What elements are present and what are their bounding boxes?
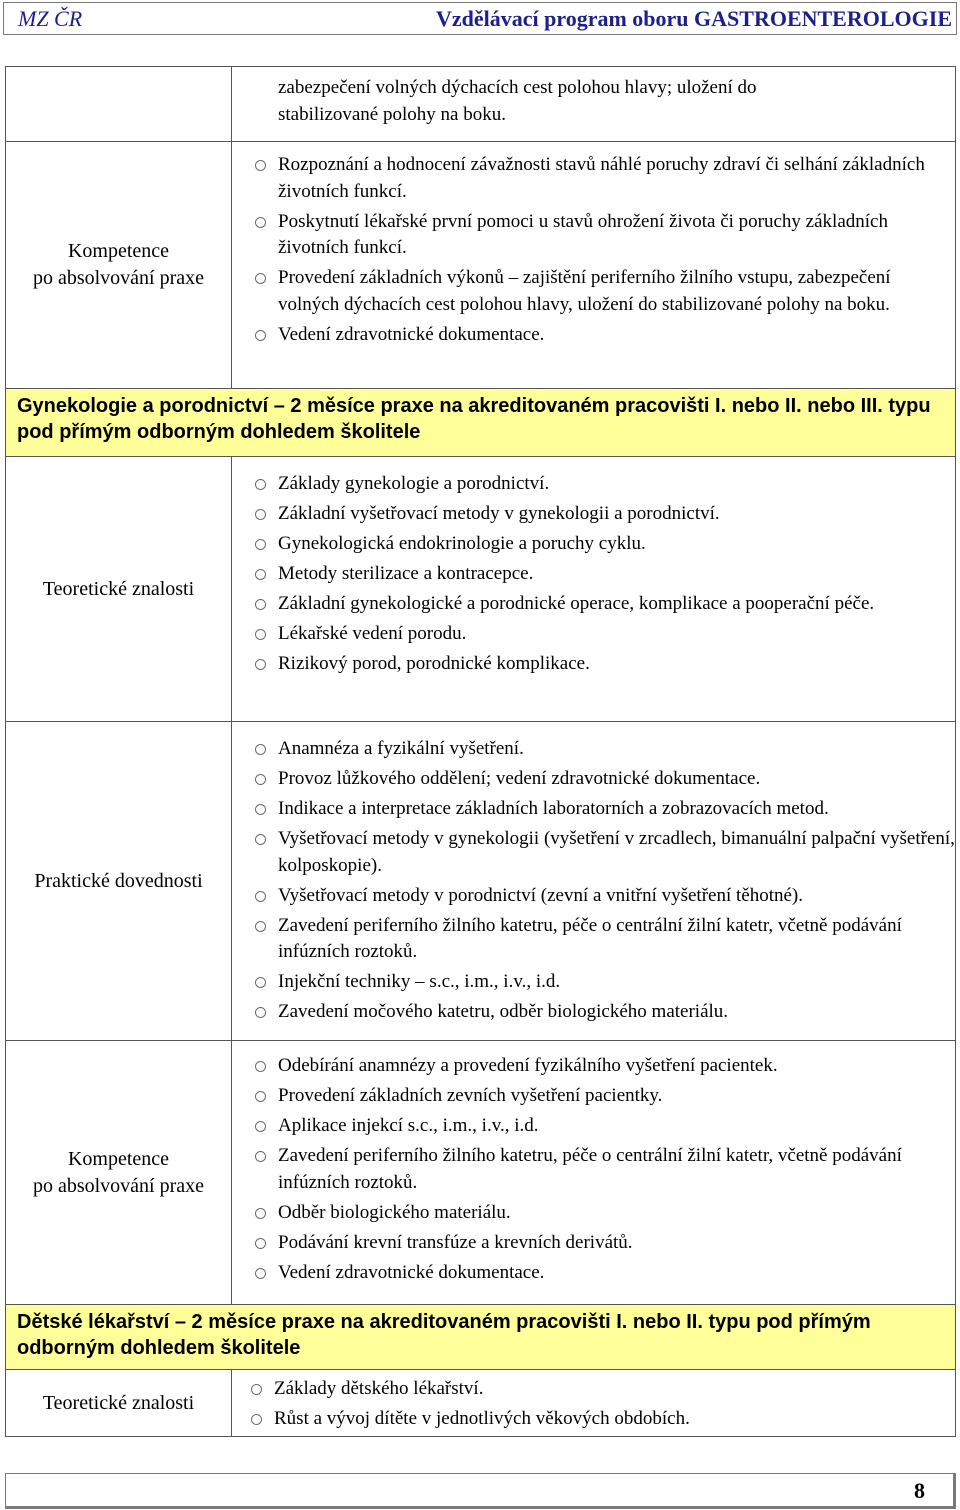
- list-item: Základy gynekologie a porodnictví.: [252, 471, 955, 498]
- label-line: po absolvování praxe: [32, 267, 205, 289]
- list-item: Poskytnutí lékařské první pomoci u stavů ohrožení života či poruchy základních životních funkcí.: [252, 209, 955, 262]
- list-item: Růst a vývoj dítěte v jednotlivých věkových obdobích.: [248, 1406, 955, 1433]
- list-item: Vedení zdravotnické dokumentace.: [252, 1260, 955, 1287]
- list-item: Aplikace injekcí s.c., i.m., i.v., i.d.: [252, 1113, 955, 1140]
- list-item: Podávání krevní transfúze a krevních derivátů.: [252, 1230, 955, 1257]
- list-item: Vedení zdravotnické dokumentace.: [252, 322, 955, 349]
- list-item: Odběr biologického materiálu.: [252, 1200, 955, 1227]
- continuation-line: zabezpečení volných dýchacích cest polohou hlavy; uložení do: [278, 77, 757, 98]
- list-item: Odebírání anamnézy a provedení fyzikálního vyšetření pacientek.: [252, 1053, 955, 1080]
- teoreticke-znalosti-label: Teoretické znalosti: [6, 457, 232, 721]
- gyn-kompetence-content: [232, 1041, 955, 1304]
- ped-teoreticke-content: [232, 1370, 955, 1436]
- gyn-kompetence-list: [252, 1053, 955, 1286]
- list-item: Provoz lůžkového oddělení; vedení zdravotnické dokumentace.: [252, 766, 955, 793]
- list-item: Anamnéza a fyzikální vyšetření.: [252, 736, 955, 763]
- list-item: Indikace a interpretace základních laboratorních a zobrazovacích metod.: [252, 796, 955, 823]
- list-item: Základní gynekologické a porodnické operace, komplikace a pooperační péče.: [252, 591, 955, 618]
- section-title-detske-lekarstvi: Dětské lékařství – 2 měsíce praxe na akreditovaném pracovišti I. nebo II. typu pod přímým odborným dohledem školitele: [6, 1304, 955, 1369]
- list-item: Základy dětského lékařství.: [248, 1376, 955, 1403]
- list-item: Metody sterilizace a kontracepce.: [252, 561, 955, 588]
- curriculum-table: [5, 66, 956, 1437]
- list-item: Zavedení močového katetru, odběr biologického materiálu.: [252, 999, 955, 1026]
- header-program-title: Vzdělávací program oboru GASTROENTEROLOGIE: [435, 6, 952, 31]
- kompetence-row: [6, 141, 955, 388]
- list-item: Vyšetřovací metody v gynekologii (vyšetření v zrcadlech, bimanuální palpační vyšetření, kolposkopie).: [252, 826, 955, 879]
- kompetence-content: [232, 142, 955, 388]
- gyn-kompetence-row: [6, 1040, 955, 1304]
- label-line: po absolvování praxe: [32, 1174, 205, 1197]
- ped-teoreticke-list: [248, 1376, 955, 1433]
- list-item: Provedení základních výkonů – zajištění periferního žilního vstupu, zabezpečení volných dýchacích cest polohou hlavy, uložení do stabilizované polohy na boku.: [252, 265, 955, 318]
- list-item: Zavedení periferního žilního katetru, péče o centrální žilní katetr, včetně podávání infúzních roztoků.: [252, 1143, 955, 1196]
- page-number: 8: [914, 1478, 925, 1503]
- prakticke-dovednosti-label: Praktické dovednosti: [6, 722, 232, 1040]
- page-header: [3, 2, 957, 35]
- gyn-teoreticke-list: [252, 471, 955, 678]
- list-item: Lékařské vedení porodu.: [252, 621, 955, 648]
- gyn-teoreticke-content: [232, 457, 955, 721]
- header-ministry: MZ ČR: [18, 6, 83, 31]
- list-item: Injekční techniky – s.c., i.m., i.v., i.d.: [252, 969, 955, 996]
- section-title-gynekologie: Gynekologie a porodnictví – 2 měsíce praxe na akreditovaném pracovišti I. nebo II. nebo III. typu pod přímým odborným dohledem školitele: [6, 388, 955, 456]
- gyn-prakticke-list: [252, 736, 955, 1026]
- list-item: Základní vyšetřovací metody v gynekologii a porodnictví.: [252, 501, 955, 528]
- list-item: Rozpoznání a hodnocení závažnosti stavů náhlé poruchy zdraví či selhání základních životních funkcí.: [252, 152, 955, 205]
- list-item: Provedení základních zevních vyšetření pacientky.: [252, 1083, 955, 1110]
- teoreticke-znalosti-label: Teoretické znalosti: [6, 1370, 232, 1436]
- kompetence-label: [6, 142, 232, 388]
- kompetence-label: [6, 1041, 232, 1304]
- gyn-prakticke-row: [6, 721, 955, 1040]
- continuation-line: stabilizované polohy na boku.: [278, 103, 506, 125]
- gyn-prakticke-content: [232, 722, 955, 1040]
- page-footer: [5, 1473, 956, 1509]
- label-line: Kompetence: [67, 1147, 170, 1170]
- list-item: Gynekologická endokrinologie a poruchy cyklu.: [252, 531, 955, 558]
- list-item: Rizikový porod, porodnické komplikace.: [252, 651, 955, 678]
- empty-label-cell: [6, 67, 232, 141]
- continuation-row: [6, 67, 955, 141]
- label-line: Kompetence: [67, 240, 170, 262]
- list-item: Vyšetřovací metody v porodnictví (zevní a vnitřní vyšetření těhotné).: [252, 883, 955, 910]
- gyn-teoreticke-row: [6, 456, 955, 721]
- list-item: Zavedení periferního žilního katetru, péče o centrální žilní katetr, včetně podávání infúzních roztoků.: [252, 913, 955, 966]
- ped-teoreticke-row: [6, 1369, 955, 1436]
- continuation-cell: [232, 67, 955, 141]
- kompetence-list: [252, 152, 955, 348]
